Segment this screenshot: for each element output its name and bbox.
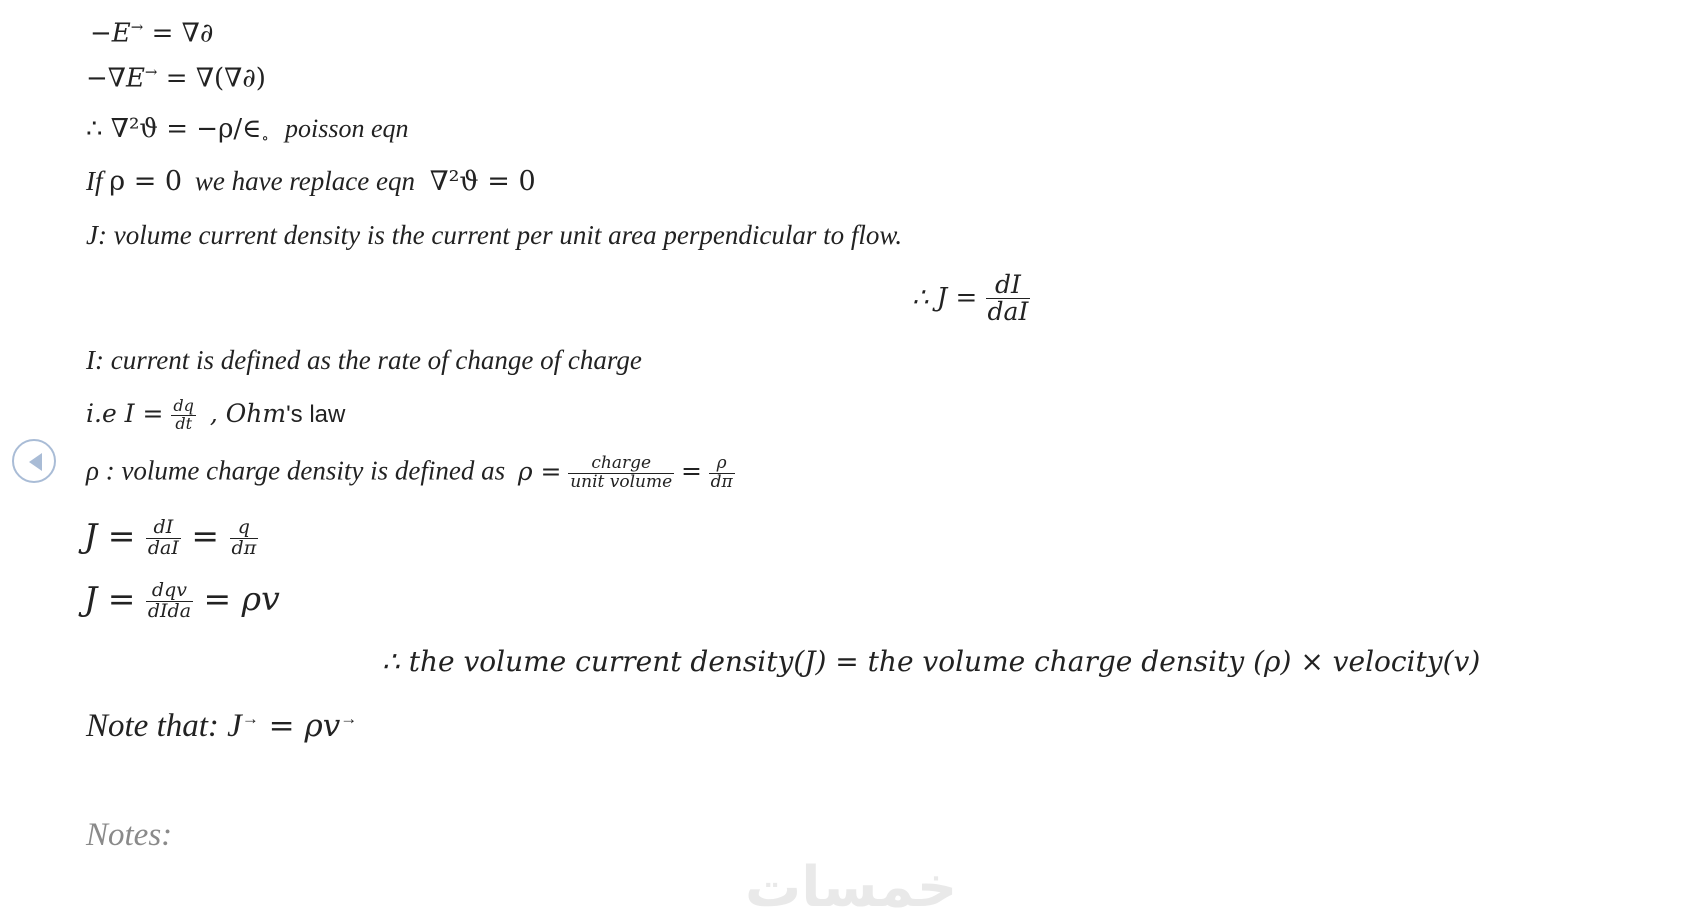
vector-arrow: → xyxy=(130,18,144,36)
fraction-rho xyxy=(709,455,735,492)
fraction xyxy=(146,578,193,622)
laplace-equation: ∇²ϑ = 0 xyxy=(429,166,536,197)
fraction-denominator: dIda xyxy=(147,599,192,622)
fraction-numerator: ρ xyxy=(709,455,735,474)
back-arrow-icon xyxy=(26,452,44,472)
fraction-denominator: dπ xyxy=(231,536,257,559)
current-density-formula xyxy=(912,272,1030,326)
minus-grad-e: −∇E xyxy=(86,63,145,94)
fraction-numerator: q xyxy=(230,518,259,539)
equation-rhs: = ∇∂ xyxy=(143,18,214,49)
rho-zero: ρ = 0 xyxy=(109,166,183,197)
fraction-denominator: unit volume xyxy=(570,471,673,492)
fraction-denominator: dt xyxy=(175,413,192,433)
equation-rhs: = ∇(∇∂) xyxy=(157,63,266,94)
fraction-numerator: dI xyxy=(986,272,1031,299)
poisson-label: poisson eqn xyxy=(285,114,409,143)
law-text: 's law xyxy=(286,400,346,428)
if-word: If xyxy=(86,166,103,196)
formula-rhs: = ρv xyxy=(203,579,280,618)
laplace-text: we have replace eqn xyxy=(194,166,415,196)
j-equation-line-1 xyxy=(84,516,258,558)
vector-arrow: → xyxy=(144,63,158,81)
definition-text: ρ : volume charge density is defined as xyxy=(86,455,506,486)
note-rhs: = ρv xyxy=(258,708,341,744)
equation-line-1 xyxy=(90,18,213,49)
fraction-numerator: charge xyxy=(568,455,674,474)
equation-line-2 xyxy=(86,63,266,94)
notes-label: Notes: xyxy=(86,817,173,853)
epsilon-subscript: ∘ xyxy=(261,129,269,148)
definition-text: J: volume current density is the current per unit area perpendicular to flow. xyxy=(86,220,903,250)
fraction-denominator: daI xyxy=(147,536,179,559)
fraction xyxy=(986,272,1031,326)
conclusion-text: ∴ the volume current density(J) = the volume charge density (ρ) × velocity(v) xyxy=(382,645,1481,678)
vector-arrow: → xyxy=(340,709,358,728)
formula-lhs: ∴ J = xyxy=(912,282,978,313)
note-line xyxy=(86,708,357,745)
conclusion-line xyxy=(382,645,1480,678)
fraction-denominator: dπ xyxy=(710,471,733,492)
watermark-logo: خمسات xyxy=(745,855,958,920)
poisson-equation: ∴ ∇²ϑ = −ρ/∈ xyxy=(86,114,262,144)
fraction xyxy=(146,515,181,559)
equals-sign: = xyxy=(680,456,702,486)
current-definition xyxy=(86,345,642,376)
fraction-numerator: dq xyxy=(173,396,194,415)
charge-density-definition xyxy=(86,455,735,492)
laplace-condition-line xyxy=(86,166,536,197)
formula-lhs: J = xyxy=(84,579,136,618)
fraction-charge xyxy=(568,455,674,492)
poisson-equation-line xyxy=(86,114,409,147)
ohms-law-line xyxy=(86,398,345,433)
minus-e-vector: −E xyxy=(90,18,131,49)
formula-lhs: J = xyxy=(84,516,136,555)
note-text: Note that: J xyxy=(86,708,242,744)
fraction xyxy=(171,398,195,433)
previous-slide-button[interactable] xyxy=(12,439,56,483)
fraction-numerator: dI xyxy=(146,518,181,539)
vector-arrow: → xyxy=(241,709,259,728)
formula-lhs: i.e I = xyxy=(86,398,164,428)
definition-text: I: current is defined as the rate of change of charge xyxy=(86,345,642,375)
formula-lhs: ρ = xyxy=(517,456,562,486)
fraction-numerator: dqv xyxy=(146,581,193,602)
equals-sign: = xyxy=(191,516,220,555)
current-density-definition xyxy=(86,220,902,251)
ohm-text: , Ohm xyxy=(209,398,287,428)
fraction-denominator: daI xyxy=(987,297,1029,327)
fraction xyxy=(230,515,259,559)
j-equation-line-2 xyxy=(84,579,280,621)
